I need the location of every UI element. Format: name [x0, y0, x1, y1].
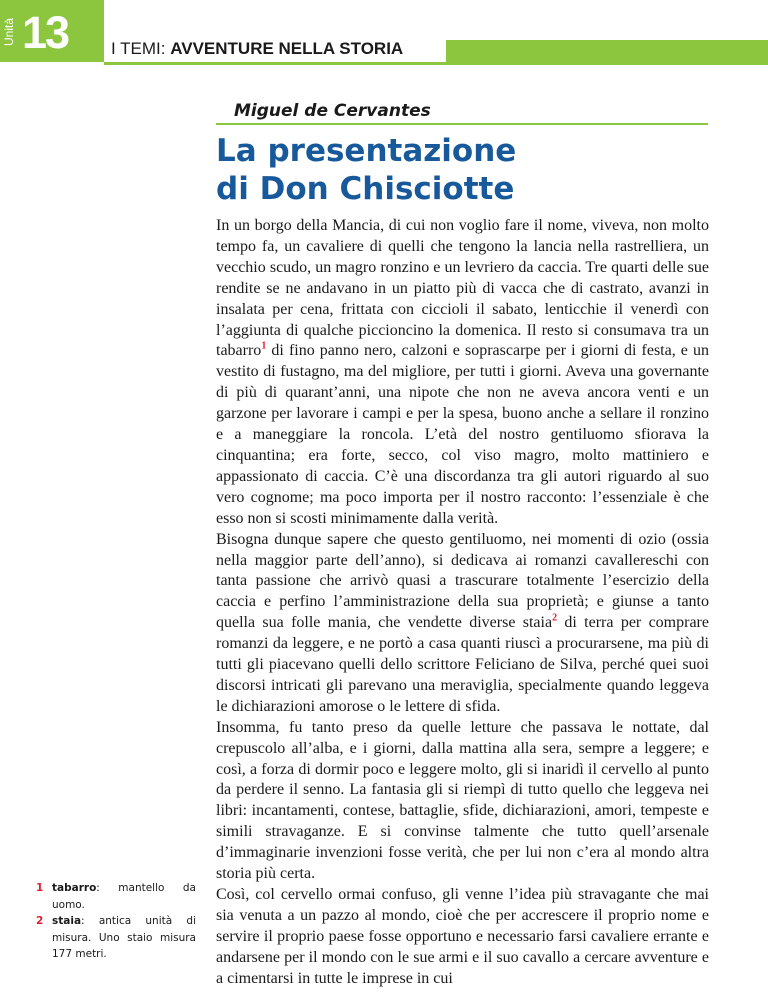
paragraph-1-part-2: di fino panno nero, calzoni e soprascarpe per i giorni di festa, e un vestito di fustagno, ma del migliore, per tutti i giorni. Aveva una governante di più di quarant’anni, una nipote che non ne aveva ancora venti e un garzone per lavorare i campi e per la spesa, buono anche a sellare il ronzino e a maneggiare la roncola. L’età del nostro gentiluomo sfiorava la cinquantina; era forte, secco, col viso magro, molto mattiniero e appassionato di caccia. C’è una discordanza tra gli autori riguardo al suo vero cognome; ma poco importa per il nostro racconto: l’essenziale è che esso non si scosti minimamente dalla verità. — [216, 342, 709, 527]
section-prefix: I TEMI: — [111, 39, 166, 58]
paragraph-4: Così, col cervello ormai confuso, gli venne l’idea più stravagante che mai sia venuta a un pazzo al mondo, cioè che per accrescere il proprio nome e servire il proprio paese fosse opportuno e necessario farsi cavaliere errante e andarsene per il mondo con le sue armi e il suo cavallo a cercare avventure e a cimentarsi in tutte le imprese in cui — [216, 886, 709, 987]
header-accent-bar — [446, 40, 768, 62]
footnotes — [36, 880, 196, 963]
section-header — [111, 37, 403, 61]
unit-number: 13 — [22, 7, 69, 58]
title-line-1: La presentazione — [216, 133, 517, 169]
paragraph-3: Insomma, fu tanto preso da quelle letture che passava le nottate, dal crepuscolo all’alba, e i giorni, dalla mattina alla sera, sempre a leggere; e così, a forza di dormir poco e leggere molto, gli si inaridì il cervello al punto da perdere il senno. La fantasia gli si riempì di tutto quello che leggeva nei libri: incantamenti, contese, battaglie, sfide, dichiarazioni, amori, tempeste e simili stravaganze. E si convinse talmente che tutto quell’arsenale d’immaginarie invenzioni fosse verità, che per lui non c’era al mondo altra storia più certa. — [216, 718, 709, 883]
footnote-definition: : mantello da uomo. — [52, 882, 196, 911]
body-text — [216, 216, 709, 990]
footnote-marker-2: 2 — [552, 612, 558, 624]
unit-label: Unità — [2, 18, 16, 47]
author-name: Miguel de Cervantes — [234, 101, 431, 121]
footnote-2 — [36, 913, 196, 963]
author-rule — [216, 123, 708, 125]
paragraph-1 — [216, 216, 709, 530]
header-rule — [104, 62, 768, 65]
footnote-marker-1: 1 — [261, 341, 267, 353]
section-title: AVVENTURE NELLA STORIA — [170, 39, 404, 58]
paragraph-2-part-2: di terra per comprare romanzi da leggere, e ne portò a casa quanti riuscì a procurarsene, ma più di tutti gli piacevano quelli dello scrittore Feliciano de Silva, perché quei suoi discorsi intricati gli parevano una meraviglia, specialmente quando leggeva le dichiarazioni amorose o le lettere di sfida. — [216, 614, 709, 715]
paragraph-2-part-1: Bisogna dunque sapere che questo gentiluomo, nei momenti di ozio (ossia nella maggior parte dell’anno), si dedicava ai romanzi cavallereschi con tanta passione che arrivò quasi a trascurare totalmente l’esercizio della caccia e perfino l’amministrazione della sua proprietà; e giunse a tanto quella sua folle mania, che vendette diverse staia — [216, 530, 709, 632]
footnote-number: 2 — [36, 915, 44, 927]
footnote-1 — [36, 880, 196, 913]
paragraph-2 — [216, 530, 709, 718]
footnote-term: staia — [52, 915, 82, 927]
page-title — [216, 132, 706, 208]
title-line-2: di Don Chisciotte — [216, 171, 515, 207]
unit-tab — [0, 0, 104, 62]
footnote-definition: : antica unità di misura. Uno staio misura 177 metri. — [52, 915, 196, 960]
paragraph-1-part-1: In un borgo della Mancia, di cui non voglio fare il nome, viveva, non molto tempo fa, un cavaliere di quelli che tengono la lancia nella rastrelliera, un vecchio scudo, un magro ronzino e un levriero da caccia. Tre quarti delle sue rendite se ne andavano in un piatto più di vacca che di castrato, avanzi in insalata per cena, frittata con ciccioli il sabato, lenticchie il venerdì con l’aggiunta di qualche piccioncino la domenica. Il resto si consumava tra un tabarro — [216, 217, 709, 360]
footnote-term: tabarro — [52, 882, 97, 894]
footnote-number: 1 — [36, 882, 44, 894]
